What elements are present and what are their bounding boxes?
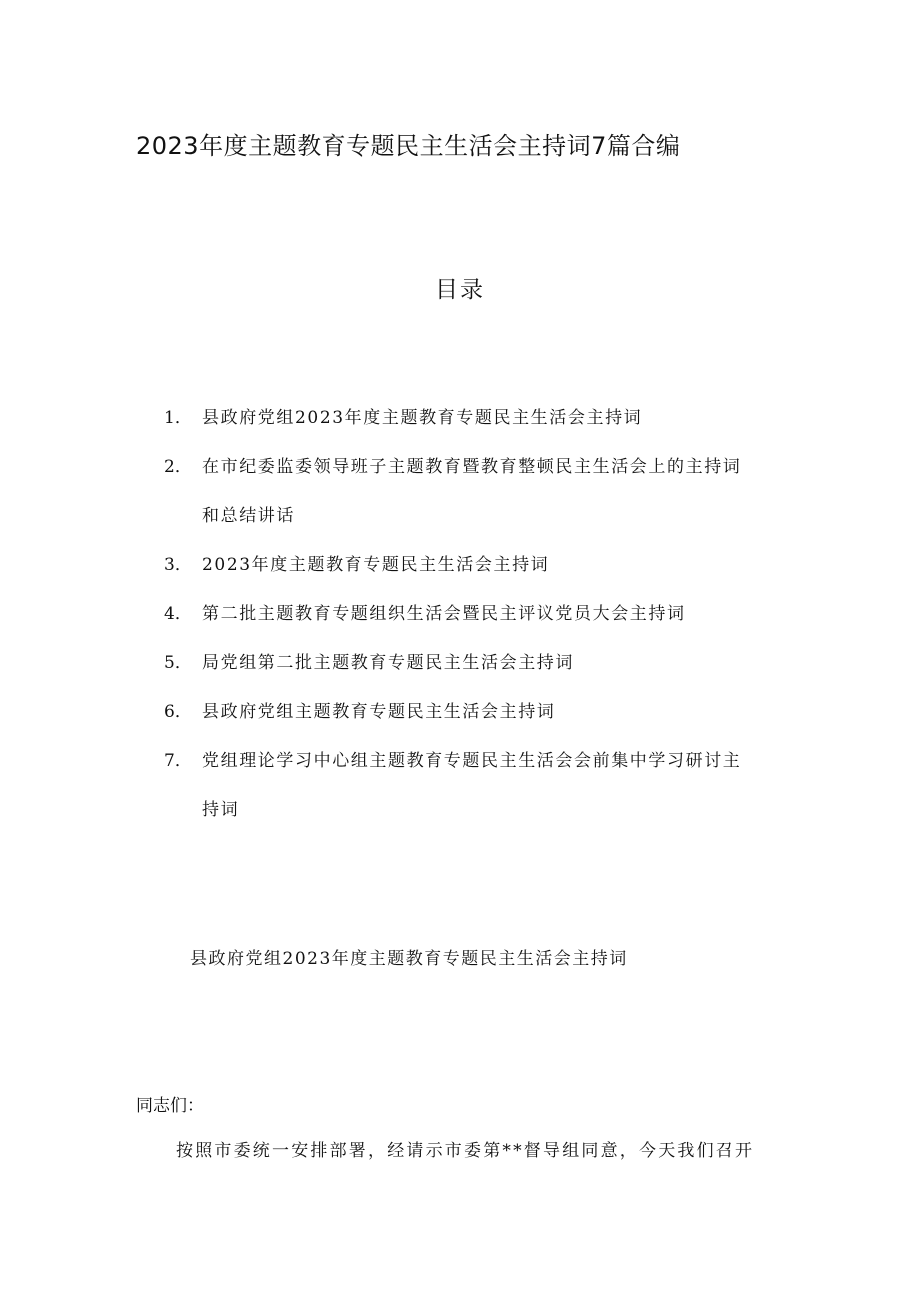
toc-item-4[interactable] bbox=[164, 602, 804, 626]
toc-item-text-line2: 持词 bbox=[202, 800, 240, 820]
toc-item-text bbox=[202, 749, 804, 822]
table-of-contents bbox=[164, 406, 804, 847]
toc-item-text-line1: 党组理论学习中心组主题教育专题民主生活会会前集中学习研讨主 bbox=[202, 751, 742, 771]
toc-heading: 目录 bbox=[435, 277, 485, 303]
section-title: 县政府党组2023年度主题教育专题民主生活会主持词 bbox=[190, 949, 628, 969]
toc-item-number: 1． bbox=[164, 408, 192, 428]
toc-item-number: 5． bbox=[164, 653, 192, 673]
toc-item-text: 第二批主题教育专题组织生活会暨民主评议党员大会主持词 bbox=[202, 604, 686, 624]
toc-item-6[interactable] bbox=[164, 700, 804, 724]
body-paragraph: 按照市委统一安排部署，经请示市委第**督导组同意，今天我们召开 bbox=[176, 1141, 755, 1161]
toc-item-number: 7． bbox=[164, 751, 192, 771]
toc-item-number: 2． bbox=[164, 457, 192, 477]
salutation: 同志们： bbox=[136, 1096, 204, 1116]
toc-item-text: 县政府党组主题教育专题民主生活会主持词 bbox=[202, 702, 556, 722]
toc-item-3[interactable] bbox=[164, 553, 804, 577]
toc-item-text: 2023年度主题教育专题民主生活会主持词 bbox=[202, 555, 550, 575]
toc-item-text: 县政府党组2023年度主题教育专题民主生活会主持词 bbox=[202, 408, 643, 428]
toc-item-number: 6． bbox=[164, 702, 192, 722]
toc-item-number: 4． bbox=[164, 604, 192, 624]
toc-item-text: 局党组第二批主题教育专题民主生活会主持词 bbox=[202, 653, 574, 673]
toc-item-5[interactable] bbox=[164, 651, 804, 675]
document-title: 2023年度主题教育专题民主生活会主持词7篇合编 bbox=[136, 132, 681, 160]
toc-item-text bbox=[202, 455, 804, 528]
toc-item-2[interactable] bbox=[164, 455, 804, 528]
toc-item-number: 3． bbox=[164, 555, 192, 575]
toc-item-7[interactable] bbox=[164, 749, 804, 822]
toc-item-text-line2: 和总结讲话 bbox=[202, 506, 295, 526]
toc-item-text-line1: 在市纪委监委领导班子主题教育暨教育整顿民主生活会上的主持词 bbox=[202, 457, 742, 477]
toc-item-1[interactable] bbox=[164, 406, 804, 430]
